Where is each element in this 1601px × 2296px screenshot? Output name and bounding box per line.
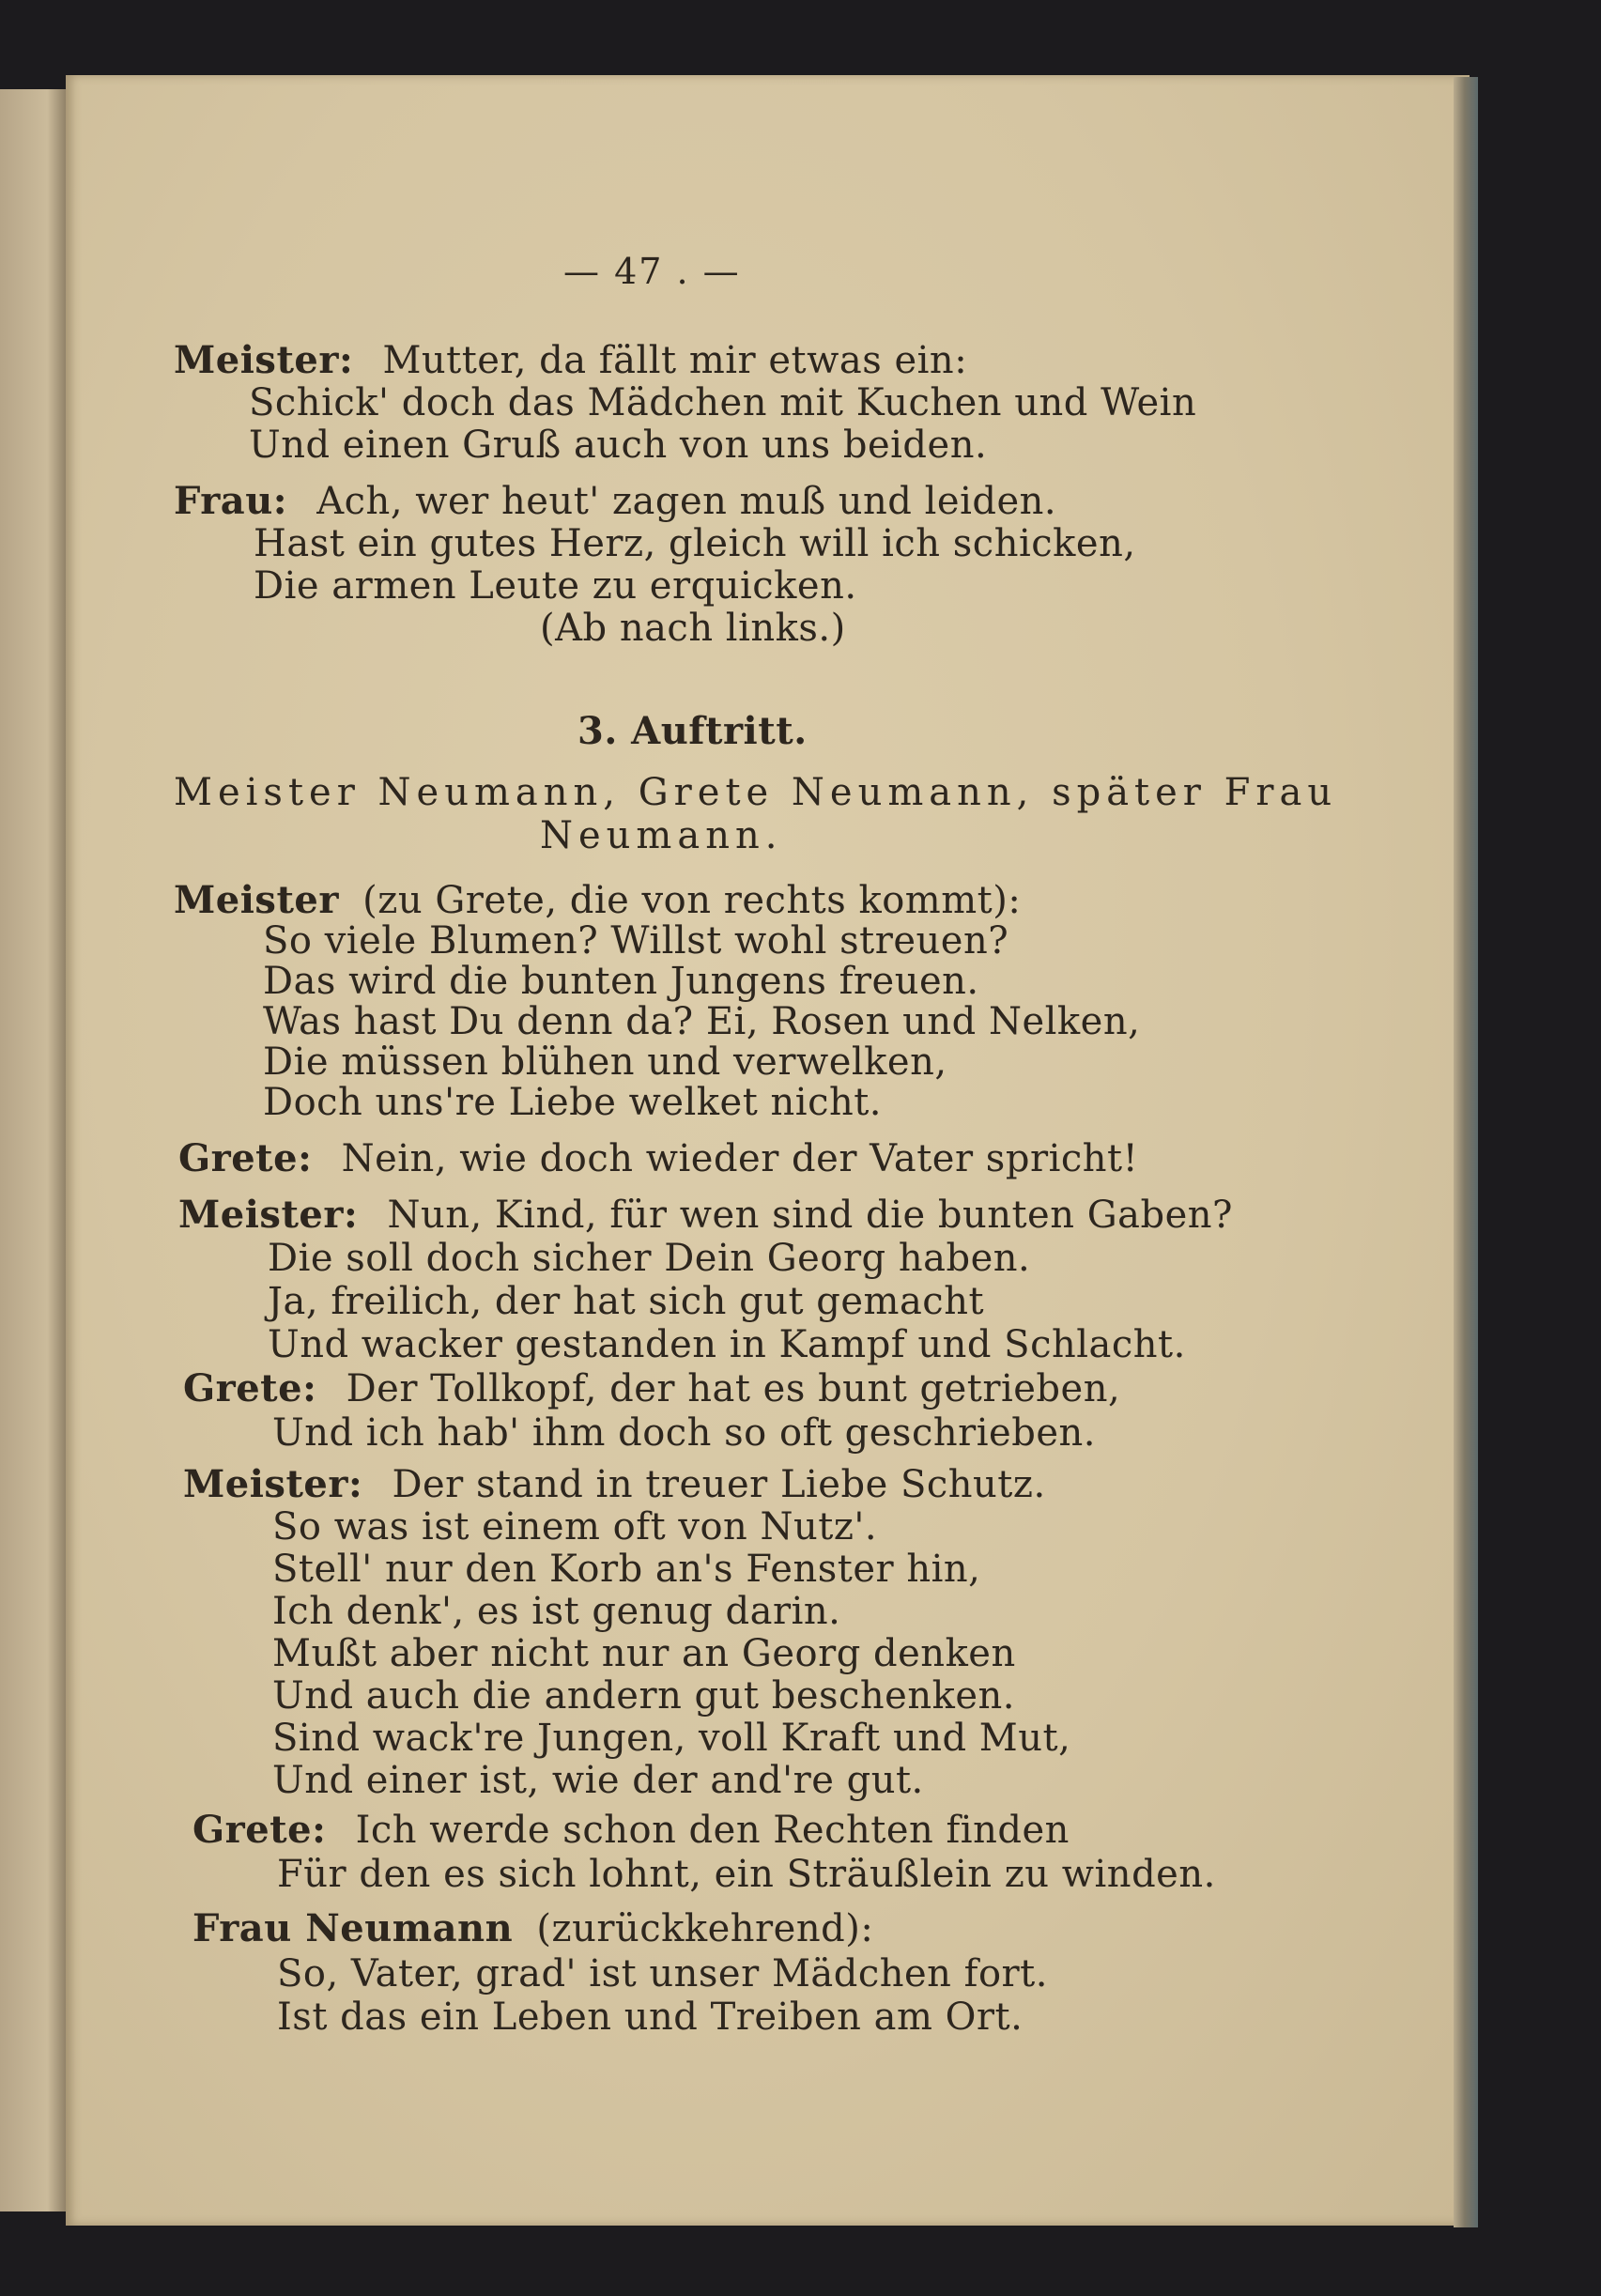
speaker-name: Grete: bbox=[178, 1136, 313, 1180]
text-line: So was ist einem oft von Nutz'. bbox=[272, 1505, 878, 1549]
speaker-name: Meister bbox=[174, 878, 339, 922]
text-line: Ja, freilich, der hat sich gut gemacht bbox=[268, 1280, 985, 1323]
speaker-name: Frau Neumann bbox=[192, 1906, 514, 1950]
speaker-name: Grete: bbox=[183, 1366, 317, 1410]
text-line bbox=[183, 1462, 1046, 1507]
scene-heading: 3. Auftritt. bbox=[577, 709, 808, 753]
dialogue-text: Ich werde schon den Rechten finden bbox=[355, 1809, 1070, 1852]
text-line: Mußt aber nicht nur an Georg denken bbox=[272, 1632, 1016, 1675]
stage-direction: (zurückkehrend): bbox=[536, 1907, 874, 1950]
text-line: Und einen Gruß auch von uns beiden. bbox=[249, 424, 988, 467]
text-line bbox=[174, 878, 1021, 923]
text-line: Schick' doch das Mädchen mit Kuchen und Wein bbox=[249, 381, 1197, 424]
dialogue-text: Der Tollkopf, der hat es bunt getrieben, bbox=[346, 1367, 1121, 1410]
dialogue-text: Nein, wie doch wieder der Vater spricht! bbox=[341, 1137, 1139, 1180]
text-line bbox=[178, 1136, 1138, 1181]
character-list: Neumann. bbox=[540, 814, 783, 857]
dialogue-text: Ach, wer heut' zagen muß und leiden. bbox=[316, 480, 1057, 523]
text-line: Doch uns're Liebe welket nicht. bbox=[263, 1081, 883, 1124]
text-line: Für den es sich lohnt, ein Sträußlein zu winden. bbox=[277, 1853, 1216, 1896]
speaker-name: Meister: bbox=[174, 338, 354, 382]
text-line: So viele Blumen? Willst wohl streuen? bbox=[263, 919, 1009, 963]
text-line: Das wird die bunten Jungens freuen. bbox=[263, 960, 979, 1003]
speaker-name: Meister: bbox=[178, 1193, 359, 1237]
text-line bbox=[178, 1193, 1233, 1238]
dialogue-text: Mutter, da fällt mir etwas ein: bbox=[382, 339, 968, 382]
text-line: Was hast Du denn da? Ei, Rosen und Nelken, bbox=[263, 1000, 1141, 1043]
text-line: So, Vater, grad' ist unser Mädchen fort. bbox=[277, 1952, 1048, 1996]
page-number: — 47 . — bbox=[563, 251, 741, 292]
dialogue-text: Der stand in treuer Liebe Schutz. bbox=[392, 1463, 1046, 1506]
text-line: Ist das ein Leben und Treiben am Ort. bbox=[277, 1996, 1024, 2039]
text-line bbox=[183, 1366, 1120, 1411]
text-line: Die armen Leute zu erquicken. bbox=[254, 564, 857, 608]
text-line: Und auch die andern gut beschenken. bbox=[272, 1674, 1015, 1718]
speaker-name: Grete: bbox=[192, 1808, 327, 1852]
speaker-name: Meister: bbox=[183, 1462, 363, 1506]
text-line: Die soll doch sicher Dein Georg haben. bbox=[268, 1237, 1031, 1280]
text-line bbox=[174, 479, 1056, 524]
text-line: Und ich hab' ihm doch so oft geschrieben. bbox=[272, 1411, 1096, 1455]
text-line: Die müssen blühen und verwelken, bbox=[263, 1040, 947, 1084]
text-line bbox=[192, 1906, 873, 1951]
stage-direction: (Ab nach links.) bbox=[540, 607, 846, 650]
text-line: Ich denk', es ist genug darin. bbox=[272, 1590, 841, 1633]
text-line: Und einer ist, wie der and're gut. bbox=[272, 1759, 924, 1802]
text-line: Und wacker gestanden in Kampf und Schlacht. bbox=[268, 1323, 1186, 1366]
text-line: Hast ein gutes Herz, gleich will ich schicken, bbox=[254, 522, 1136, 565]
text-line bbox=[192, 1808, 1070, 1853]
text-line: Sind wack're Jungen, voll Kraft und Mut, bbox=[272, 1717, 1071, 1760]
stage-direction: (zu Grete, die von rechts kommt): bbox=[362, 879, 1022, 922]
speaker-name: Frau: bbox=[174, 479, 288, 523]
character-list: Meister Neumann, Grete Neumann, später Frau bbox=[174, 771, 1338, 814]
text-line: Stell' nur den Korb an's Fenster hin, bbox=[272, 1548, 981, 1591]
dialogue-text: Nun, Kind, für wen sind die bunten Gaben? bbox=[387, 1194, 1233, 1237]
text-line bbox=[174, 338, 967, 383]
